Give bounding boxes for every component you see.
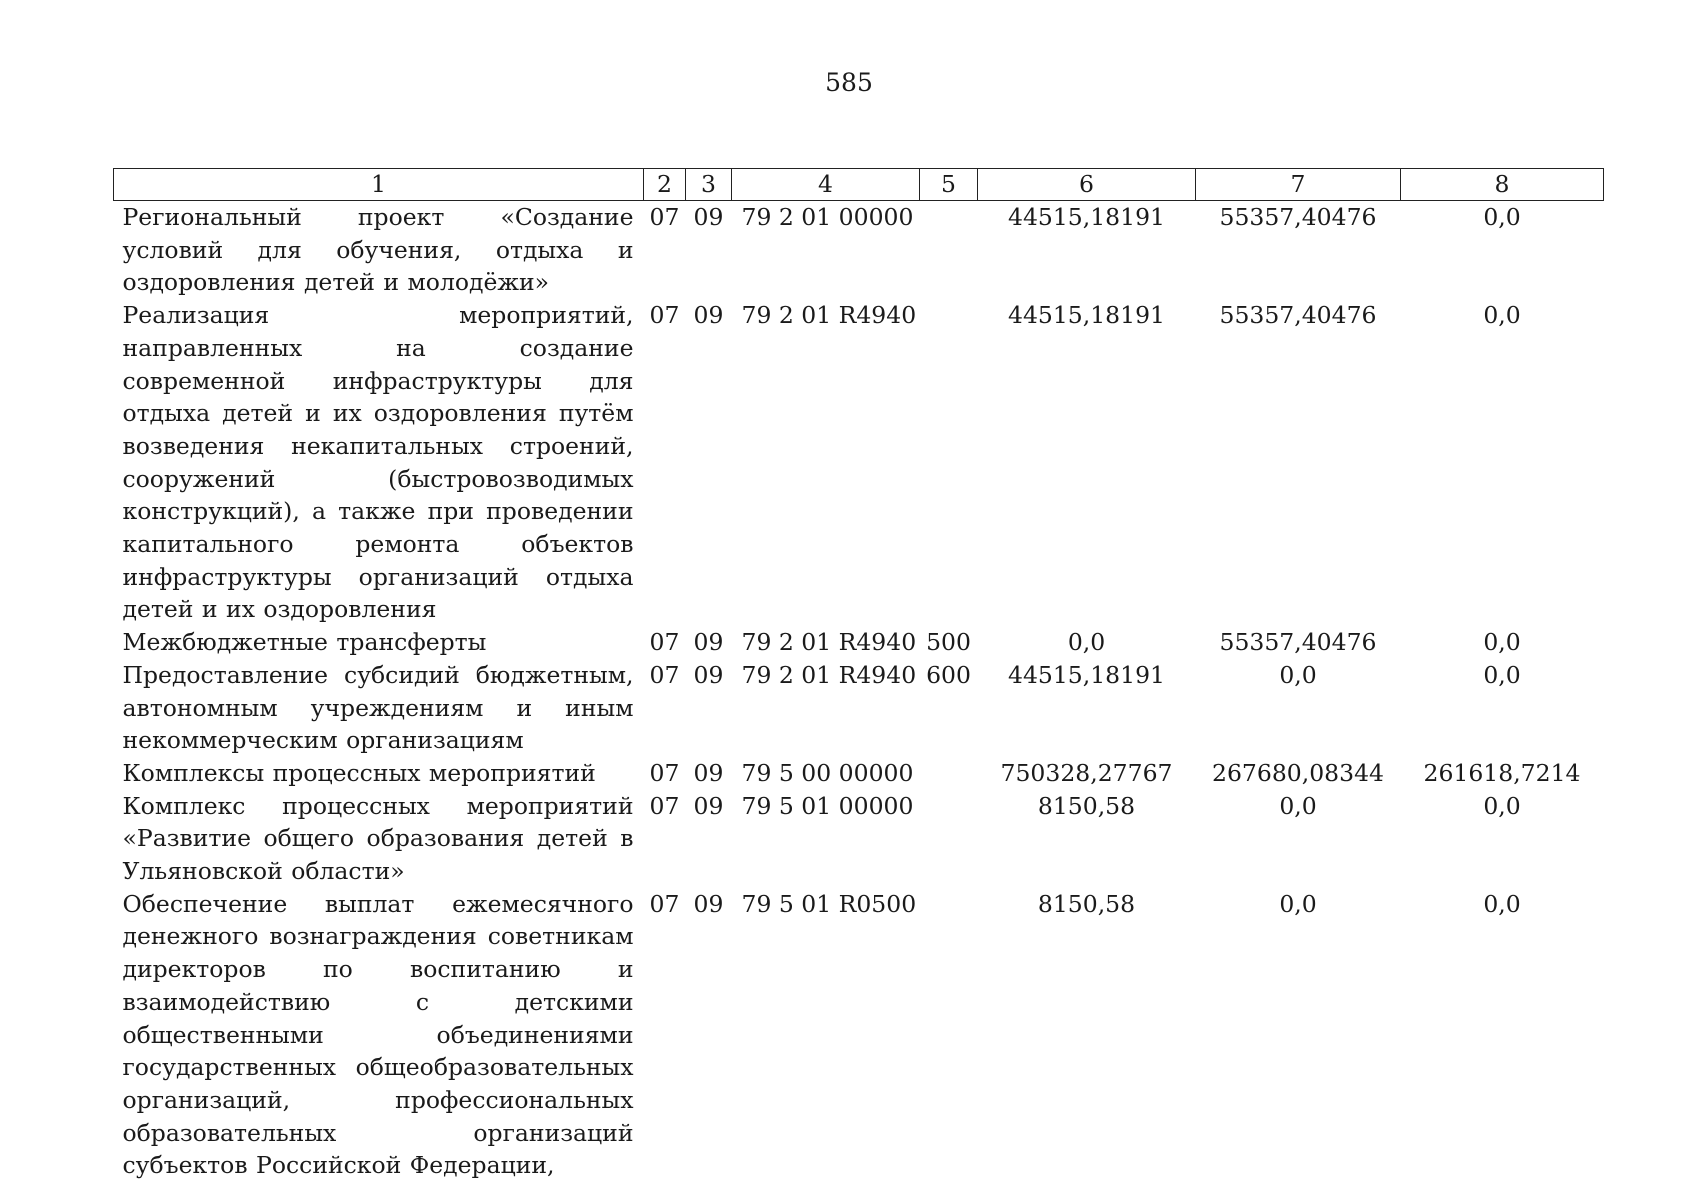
row-amount-col8: 0,0	[1483, 889, 1521, 918]
row-name: Региональный проект «Создание условий для обучения, отдыха и оздоровления детей и молодёжи»	[122, 203, 634, 297]
row-target-item: 79 5 01 00000	[741, 791, 914, 820]
page-number: 585	[825, 68, 873, 97]
header-col-6: 6	[978, 169, 1196, 201]
row-amount-col7: 55357,40476	[1219, 628, 1377, 657]
row-amount-col7: 55357,40476	[1219, 301, 1377, 330]
row-subsection: 09	[693, 203, 724, 231]
row-amount-col8: 0,0	[1483, 791, 1521, 820]
table-row	[114, 888, 1604, 1182]
table-row	[114, 201, 1604, 300]
row-expense-type	[920, 757, 978, 790]
table-row	[114, 790, 1604, 888]
row-amount-col6: 44515,18191	[1008, 203, 1165, 231]
row-subsection: 09	[693, 758, 724, 787]
row-section: 07	[649, 628, 680, 657]
header-col-8: 8	[1401, 169, 1604, 201]
row-section: 07	[649, 791, 680, 820]
row-amount-col7: 267680,08344	[1212, 758, 1384, 787]
row-amount-col6: 8150,58	[1037, 889, 1136, 918]
row-section: 07	[649, 660, 680, 689]
header-col-4: 4	[732, 169, 920, 201]
table-row	[114, 626, 1604, 659]
header-col-5: 5	[920, 169, 978, 201]
header-col-1: 1	[114, 169, 644, 201]
table-header	[114, 169, 1604, 201]
row-expense-type	[920, 201, 978, 300]
row-amount-col7: 55357,40476	[1219, 203, 1377, 231]
row-amount-col6: 8150,58	[1037, 791, 1136, 820]
table-row	[114, 757, 1604, 790]
row-name: Реализация мероприятий, направленных на создание современной инфраструктуры для отдыха детей и их оздоровления путём возведения некапитальных строений, сооружений (быстровозводимых конструкций), а также при проведении капитального ремонта объектов инфраструктуры организаций отдыха детей и их оздоровления	[122, 301, 634, 624]
row-amount-col6: 750328,27767	[1000, 758, 1173, 787]
row-section: 07	[649, 203, 680, 231]
row-amount-col8: 0,0	[1483, 203, 1521, 231]
header-col-7: 7	[1196, 169, 1401, 201]
row-expense-type	[920, 888, 978, 1182]
row-amount-col7: 0,0	[1279, 889, 1317, 918]
row-target-item: 79 5 01 R0500	[741, 889, 917, 918]
table-body	[114, 201, 1604, 1183]
row-target-item: 79 2 01 R4940	[741, 628, 917, 657]
row-subsection: 09	[693, 301, 724, 330]
row-amount-col7: 0,0	[1279, 791, 1317, 820]
row-amount-col6: 44515,18191	[1008, 301, 1165, 330]
table-row	[114, 659, 1604, 757]
row-name: Обеспечение выплат ежемесячного денежного вознаграждения советникам директоров по воспитанию и взаимодействию с детскими общественными объединениями государственных общеобразовательных организаций, профессиональных образовательных организаций субъектов Российской Федерации,	[122, 889, 634, 1180]
row-section: 07	[649, 301, 680, 330]
row-amount-col8: 0,0	[1483, 628, 1521, 657]
row-amount-col6: 44515,18191	[1008, 660, 1165, 689]
row-subsection: 09	[693, 889, 724, 918]
row-expense-type: 600	[926, 660, 971, 689]
row-expense-type: 500	[926, 628, 971, 657]
row-target-item: 79 5 00 00000	[741, 758, 914, 787]
row-target-item: 79 2 01 R4940	[741, 301, 917, 330]
row-subsection: 09	[693, 628, 724, 657]
table-row	[114, 299, 1604, 626]
row-section: 07	[649, 758, 680, 787]
row-name: Межбюджетные трансферты	[122, 628, 487, 657]
row-amount-col6: 0,0	[1067, 628, 1106, 657]
header-col-3: 3	[686, 169, 732, 201]
row-subsection: 09	[693, 791, 724, 820]
row-name: Комплекс процессных мероприятий «Развитие общего образования детей в Ульяновской области»	[122, 791, 634, 886]
row-target-item: 79 2 01 R4940	[741, 660, 917, 689]
row-expense-type	[920, 790, 978, 888]
row-amount-col7: 0,0	[1279, 660, 1317, 689]
row-subsection: 09	[693, 660, 724, 689]
header-col-2: 2	[644, 169, 686, 201]
row-name: Предоставление субсидий бюджетным, автономным учреждениям и иным некоммерческим организациям	[122, 660, 634, 755]
row-expense-type	[920, 299, 978, 626]
row-amount-col8: 261618,7214	[1423, 758, 1581, 787]
row-target-item: 79 2 01 00000	[741, 203, 914, 231]
row-name: Комплексы процессных мероприятий	[122, 758, 596, 787]
row-amount-col8: 0,0	[1483, 301, 1521, 330]
budget-table	[113, 168, 1604, 1182]
row-amount-col8: 0,0	[1483, 660, 1521, 689]
header-row	[114, 169, 1604, 201]
row-section: 07	[649, 889, 680, 918]
